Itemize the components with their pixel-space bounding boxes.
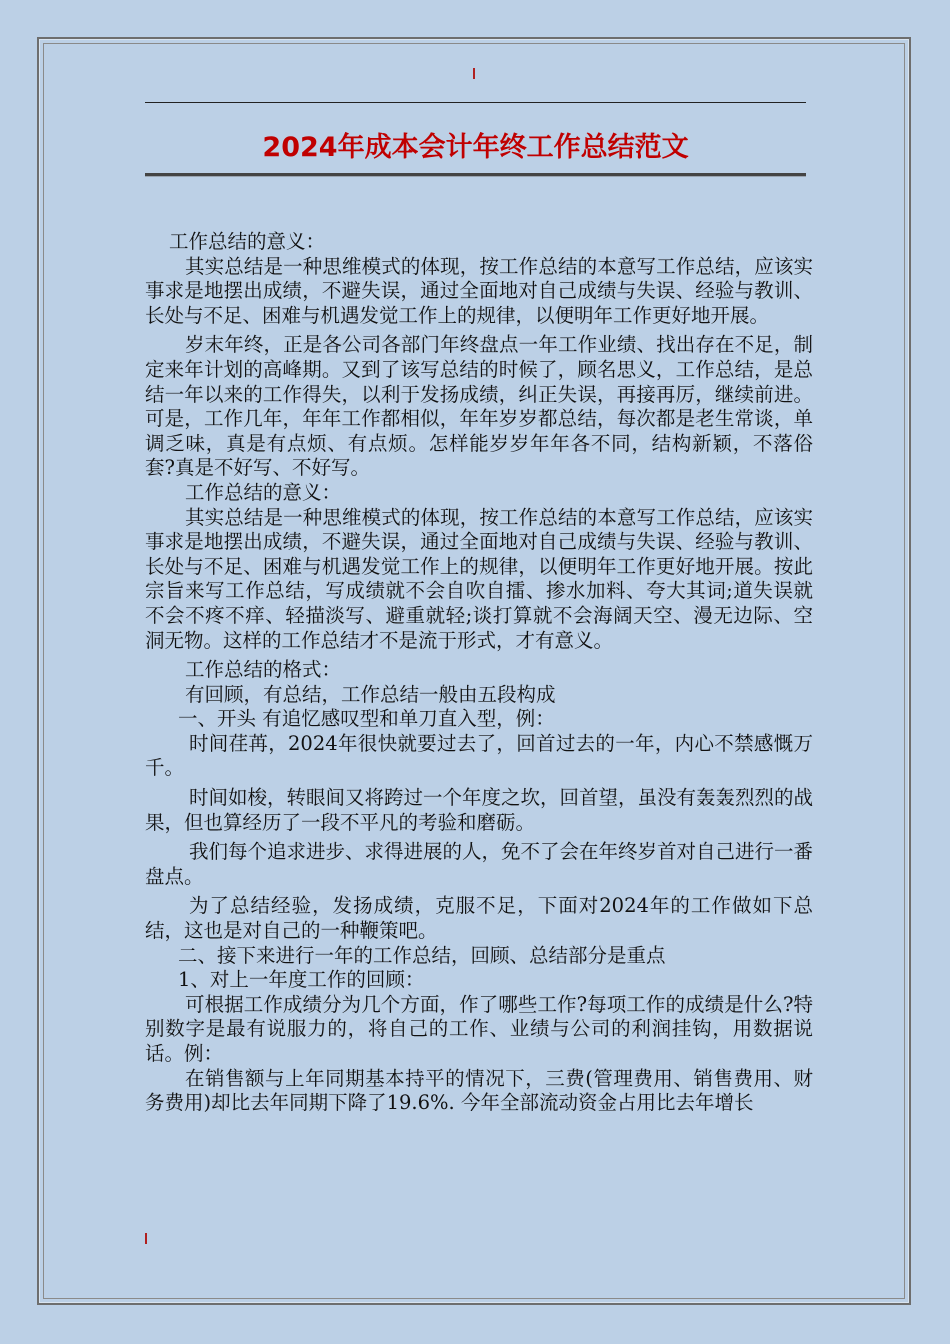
header-cursor-mark [473,68,475,79]
paragraph: 岁末年终，正是各公司各部门年终盘点一年工作业绩、找出存在不足，制定来年计划的高峰期。又到了该写总结的时候了，顾名思义，工作总结，是总结一年以来的工作得失，以利于发扬成绩，纠正失误，再接再厉，继续前进。可是，工作几年，年年工作都相似，年年岁岁都总结，每次都是老生常谈，单调乏味，真是有点烦、有点烦。怎样能岁岁年年各不同，结构新颖，不落俗套?真是不好写、不好写。 [145,333,813,480]
example-paragraph: 我们每个追求进步、求得进展的人，免不了会在年终岁首对自己进行一番盘点。 [145,840,814,888]
paragraph: 在销售额与上年同期基本持平的情况下，三费(管理费用、销售费用、财务费用)却比去年同期下降了19.6%. 今年全部流动资金占用比去年增长 [145,1066,813,1115]
example-paragraph: 时间荏苒，2024年很快就要过去了，回首过去的一年，内心不禁感慨万千。 [145,731,813,780]
section-heading-review: 二、接下来进行一年的工作总结，回顾、总结部分是重点 [178,943,666,967]
title-underline-rule [145,173,806,176]
section-heading-opening: 一、开头 有追忆感叹型和单刀直入型，例： [178,707,555,731]
example-paragraph: 为了总结经验，发扬成绩，克服不足，下面对2024年的工作做如下总结，这也是对自己的一种鞭策吧。 [145,894,813,943]
document-body [145,230,813,1116]
paragraph: 可根据工作成绩分为几个方面，作了哪些工作?每项工作的成绩是什么?特别数字是最有说服力的，将自己的工作、业绩与公司的利润挂钩，用数据说话。例： [145,992,813,1065]
subsection-heading: 1、对上一年度工作的回顾： [178,968,425,992]
footer-cursor-mark [145,1233,147,1244]
header-rule [145,102,806,103]
paragraph-heading-meaning: 工作总结的意义： [169,230,326,253]
paragraph-heading-format: 工作总结的格式： [185,658,342,682]
paragraph: 其实总结是一种思维模式的体现，按工作总结的本意写工作总结，应该实事求是地摆出成绩，不避失误，通过全面地对自己成绩与失误、经验与教训、长处与不足、困难与机遇发觉工作上的规律，以便明年工作更好地开展。按此宗旨来写工作总结，写成绩就不会自吹自擂、掺水加料、夸大其词;道失误就不会不疼不痒、轻描淡写、避重就轻;谈打算就不会海阔天空、漫无边际、空洞无物。这样的工作总结才不是流于形式，才有意义。 [145,505,813,652]
paragraph-heading-meaning: 工作总结的意义： [185,480,342,504]
paragraph: 其实总结是一种思维模式的体现，按工作总结的本意写工作总结，应该实事求是地摆出成绩，不避失误，通过全面地对自己成绩与失误、经验与教训、长处与不足、困难与机遇发觉工作上的规律，以便明年工作更好地开展。 [145,254,813,327]
document-title: 2024年成本会计年终工作总结范文 [262,132,689,163]
paragraph: 有回顾，有总结，工作总结一般由五段构成 [185,682,556,706]
example-paragraph: 时间如梭，转眼间又将跨过一个年度之坎，回首望，虽没有轰轰烈烈的战果，但也算经历了一段不平凡的考验和磨砺。 [145,786,814,834]
